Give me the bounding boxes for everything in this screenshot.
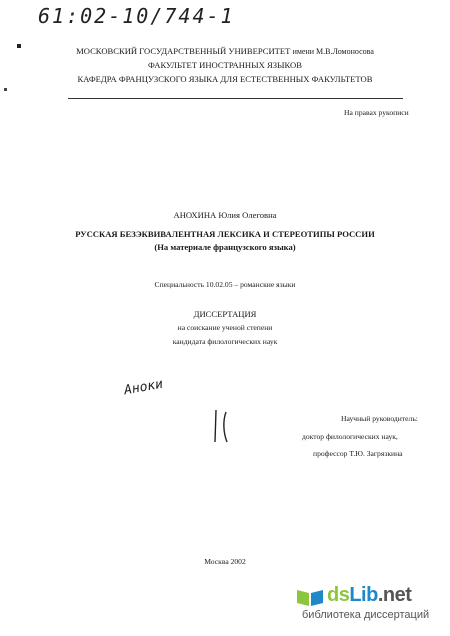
dslib-brand [327, 584, 411, 607]
dissertation-subtitle: (На материале французского языка) [154, 242, 296, 252]
university-name: МОСКОВСКИЙ ГОСУДАРСТВЕННЫЙ УНИВЕРСИТЕТ [76, 46, 291, 56]
supervisor-degree: доктор филологических наук, [302, 432, 398, 441]
handwritten-strokes [210, 408, 240, 444]
book-icon [295, 586, 325, 608]
brand-ds: ds [327, 584, 350, 606]
work-type: ДИССЕРТАЦИЯ [193, 309, 257, 319]
author-name: АНОХИНА Юлия Олеговна [173, 210, 277, 220]
brand-lib: Lib [349, 584, 378, 606]
dslib-tagline: библиотека диссертаций [302, 609, 430, 621]
university-line [0, 46, 450, 56]
margin-mark [4, 88, 7, 91]
city-year: Москва 2002 [204, 557, 246, 566]
university-suffix: имени М.В.Ломоносова [292, 47, 374, 56]
brand-net: .net [377, 584, 412, 606]
handwritten-signature: Аноки [122, 376, 165, 399]
dslib-watermark [295, 584, 445, 624]
specialty: Специальность 10.02.05 – романские языки [154, 280, 296, 289]
dissertation-title: РУССКАЯ БЕЗЭКВИВАЛЕНТНАЯ ЛЕКСИКА И СТЕРЕОТИПЫ РОССИИ [75, 229, 375, 239]
department-name: КАФЕДРА ФРАНЦУЗСКОГО ЯЗЫКА ДЛЯ ЕСТЕСТВЕННЫХ ФАКУЛЬТЕТОВ [77, 74, 373, 84]
degree-line-1: на соискание ученой степени [177, 323, 273, 332]
degree-line-2: кандидата филологических наук [172, 337, 278, 346]
handwritten-stamp-code: 61:02-10/744-1 [38, 4, 235, 28]
supervisor-label: Научный руководитель: [341, 414, 418, 423]
faculty-name: ФАКУЛЬТЕТ ИНОСТРАННЫХ ЯЗЫКОВ [148, 60, 302, 70]
header-divider [68, 98, 403, 99]
supervisor-name: профессор Т.Ю. Загрязкина [313, 449, 403, 458]
manuscript-note: На правах рукописи [344, 108, 409, 117]
